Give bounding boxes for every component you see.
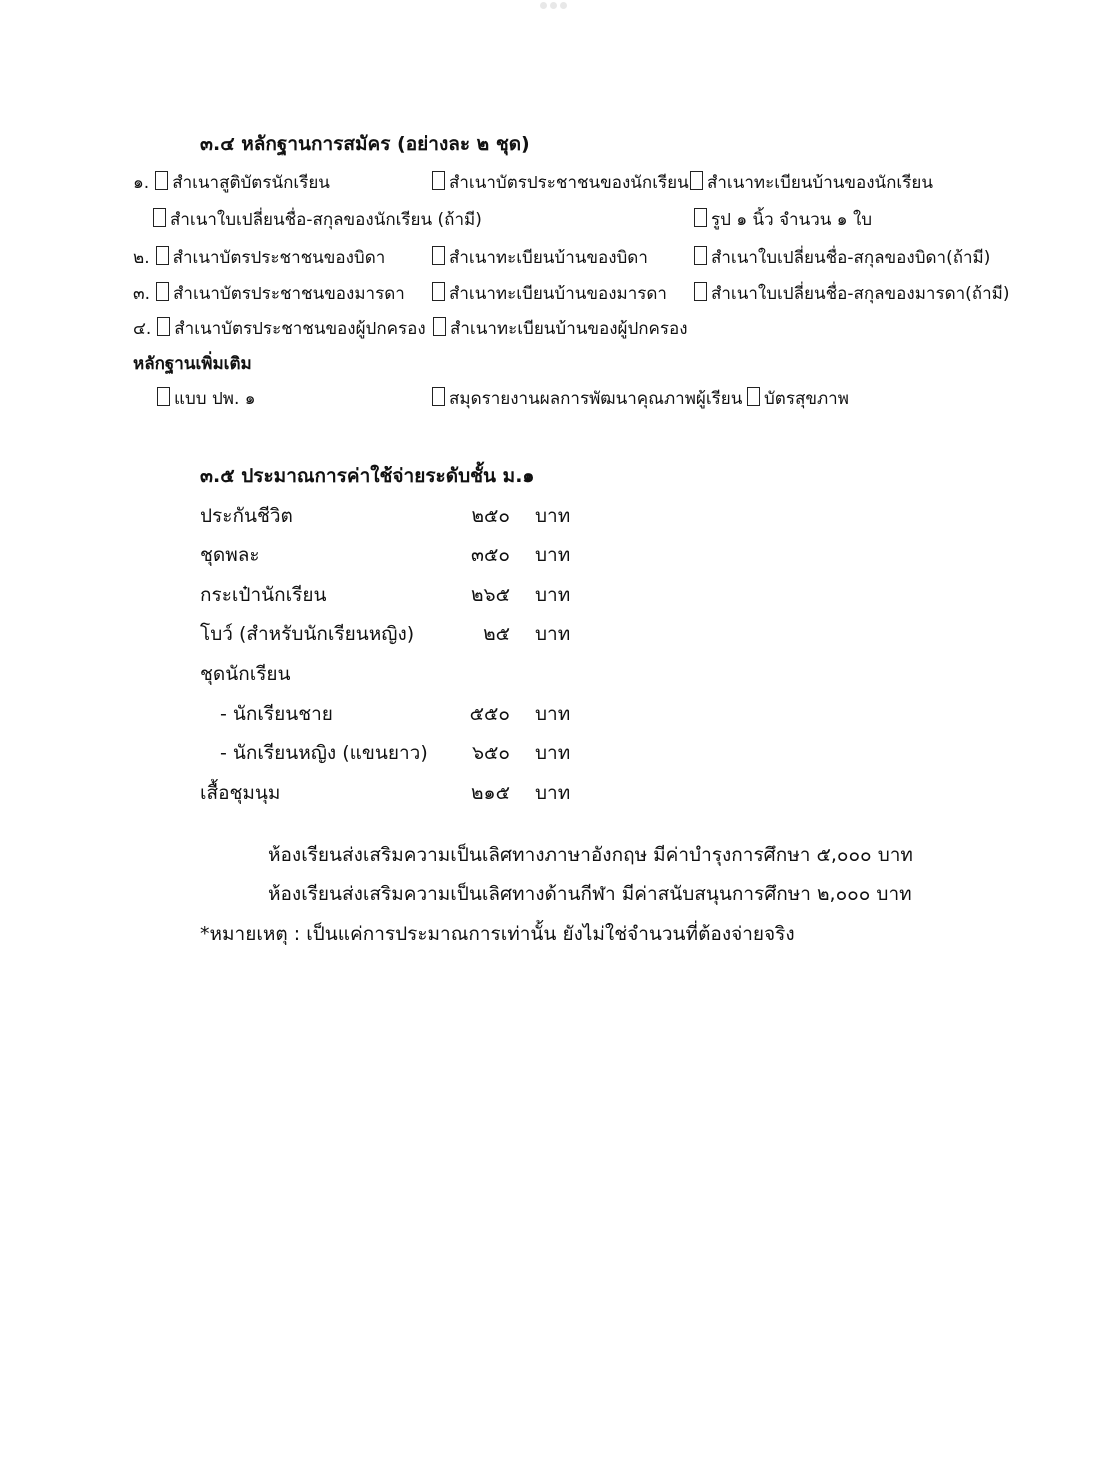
cost-label: - นักเรียนชาย — [220, 703, 333, 725]
cost-label: ชุดนักเรียน — [200, 663, 291, 685]
checklist-item — [747, 387, 849, 411]
cost-unit: บาท — [535, 544, 571, 566]
note-paragraph: ห้องเรียนส่งเสริมความเป็นเลิศทางด้านกีฬา มีค่าสนับสนุนการศึกษา ๒,๐๐๐ บาท — [268, 883, 912, 905]
checkbox-label: สำเนาทะเบียนบ้านของผู้ปกครอง — [450, 319, 688, 339]
cost-label: - นักเรียนหญิง (แขนยาว) — [220, 742, 428, 764]
section-35-title: ๓.๕ ประมาณการค่าใช้จ่ายระดับชั้น ม.๑ — [200, 465, 535, 487]
checkbox[interactable] — [156, 246, 169, 265]
checkbox-label: สำเนาทะเบียนบ้านของบิดา — [449, 248, 648, 268]
checklist-row — [133, 317, 426, 341]
note-paragraph: ห้องเรียนส่งเสริมความเป็นเลิศทางภาษาอังกฤษ มีค่าบำรุงการศึกษา ๕,๐๐๐ บาท — [268, 844, 913, 866]
checkbox-label: สำเนาบัตรประชาชนของมารดา — [173, 284, 405, 304]
checkbox-label: สำเนาสูติบัตรนักเรียน — [172, 173, 330, 193]
checkbox[interactable] — [432, 171, 445, 190]
cost-amount: ๒๑๕ — [471, 782, 510, 804]
extra-evidence-heading: หลักฐานเพิ่มเติม — [133, 354, 252, 374]
checkbox[interactable] — [694, 246, 707, 265]
row-number: ๑. — [133, 173, 150, 193]
cost-unit: บาท — [535, 584, 571, 606]
cost-amount: ๒๕ — [483, 623, 510, 645]
cost-amount: ๒๕๐ — [471, 505, 510, 527]
checkbox[interactable] — [157, 317, 170, 336]
cost-amount: ๒๖๕ — [471, 584, 510, 606]
checkbox-label: สำเนาบัตรประชาชนของผู้ปกครอง — [174, 319, 426, 339]
checkbox-label: สำเนาใบเปลี่ยนชื่อ-สกุลของมารดา(ถ้ามี) — [711, 284, 1010, 304]
cost-label: โบว์ (สำหรับนักเรียนหญิง) — [200, 623, 415, 645]
checkbox-label: รูป ๑ นิ้ว จำนวน ๑ ใบ — [711, 210, 873, 230]
remark: *หมายเหตุ : เป็นแค่การประมาณการเท่านั้น ยังไม่ใช่จำนวนที่ต้องจ่ายจริง — [200, 923, 795, 945]
checkbox[interactable] — [690, 171, 703, 190]
checkbox-label: สำเนาทะเบียนบ้านของนักเรียน — [707, 173, 933, 193]
checkbox[interactable] — [432, 282, 445, 301]
checklist-item — [432, 171, 689, 195]
checkbox-label: สำเนาใบเปลี่ยนชื่อ-สกุลของบิดา(ถ้ามี) — [711, 248, 991, 268]
checklist-item — [694, 208, 872, 232]
checkbox-label: สำเนาบัตรประชาชนของบิดา — [172, 248, 386, 268]
checkbox-label: สำเนาใบเปลี่ยนชื่อ-สกุลของนักเรียน (ถ้ามี) — [170, 210, 482, 230]
checklist-row — [133, 246, 385, 270]
cost-unit: บาท — [535, 782, 571, 804]
checkbox[interactable] — [694, 282, 707, 301]
cost-label: ประกันชีวิต — [200, 505, 293, 527]
row-number: ๒. — [133, 248, 150, 268]
checklist-item — [694, 246, 990, 270]
checkbox[interactable] — [747, 387, 760, 406]
checkbox-label: แบบ ปพ. ๑ — [174, 389, 256, 409]
checklist-item — [432, 387, 742, 411]
cost-label: ชุดพละ — [200, 544, 260, 566]
checkbox[interactable] — [432, 246, 445, 265]
cost-unit: บาท — [535, 742, 571, 764]
page-indicator — [540, 0, 570, 4]
checkbox[interactable] — [153, 208, 166, 227]
cost-unit: บาท — [535, 505, 571, 527]
checklist-item — [157, 387, 256, 411]
checkbox[interactable] — [155, 171, 168, 190]
cost-unit: บาท — [535, 623, 571, 645]
checklist-item — [432, 282, 667, 306]
checkbox[interactable] — [156, 282, 169, 301]
cost-label: กระเป๋านักเรียน — [200, 584, 327, 606]
checkbox-label: สมุดรายงานผลการพัฒนาคุณภาพผู้เรียน — [449, 389, 743, 409]
checklist-item — [153, 208, 482, 232]
cost-amount: ๓๕๐ — [471, 544, 510, 566]
checklist-row — [133, 171, 330, 195]
checklist-item — [432, 246, 648, 270]
checklist-item — [433, 317, 688, 341]
row-number: ๓. — [133, 284, 151, 304]
checklist-item — [694, 282, 1009, 306]
checkbox-label: บัตรสุขภาพ — [764, 389, 849, 409]
checklist-row — [133, 282, 405, 306]
cost-unit: บาท — [535, 703, 571, 725]
checkbox[interactable] — [694, 208, 707, 227]
checkbox[interactable] — [157, 387, 170, 406]
section-34-title: ๓.๔ หลักฐานการสมัคร (อย่างละ ๒ ชุด) — [200, 133, 530, 155]
checkbox-label: สำเนาทะเบียนบ้านของมารดา — [449, 284, 667, 304]
checkbox-label: สำเนาบัตรประชาชนของนักเรียน — [449, 173, 689, 193]
cost-amount: ๕๕๐ — [469, 703, 510, 725]
row-number: ๔. — [133, 319, 152, 339]
checkbox[interactable] — [432, 387, 445, 406]
checkbox[interactable] — [433, 317, 446, 336]
checklist-item — [690, 171, 933, 195]
cost-label: เสื้อชุมนุม — [200, 782, 281, 804]
cost-amount: ๖๕๐ — [471, 742, 510, 764]
